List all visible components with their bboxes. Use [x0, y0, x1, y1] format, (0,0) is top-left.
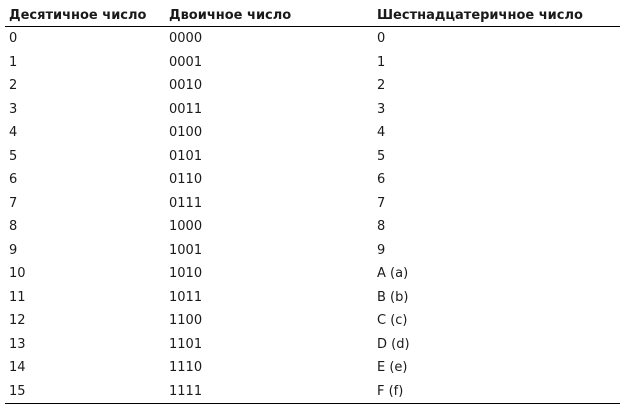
cell-decimal: 12 [9, 313, 26, 329]
cell-decimal: 15 [5, 380, 165, 404]
table-row [5, 356, 620, 380]
cell-hexadecimal: 5 [377, 148, 386, 164]
table-row [5, 51, 620, 75]
cell-decimal: 6 [9, 172, 18, 188]
cell-decimal: 0 [9, 31, 18, 47]
cell-hexadecimal: E (e) [377, 360, 408, 376]
table-row [5, 309, 620, 333]
table-row [5, 145, 620, 169]
cell-hexadecimal: 0 [377, 31, 386, 47]
cell-binary: 0001 [169, 54, 203, 70]
cell-decimal: 8 [9, 219, 18, 235]
table-body [5, 27, 620, 404]
cell-binary: 1010 [169, 266, 203, 282]
cell-hexadecimal: 6 [377, 172, 386, 188]
cell-binary: 0101 [169, 148, 203, 164]
cell-decimal: 13 [9, 336, 26, 352]
cell-binary: 1110 [169, 360, 203, 376]
cell-decimal: 5 [9, 148, 18, 164]
cell-hexadecimal: C (c) [377, 313, 408, 329]
cell-decimal: 9 [9, 242, 18, 258]
cell-decimal: 2 [9, 78, 18, 94]
cell-binary: 1101 [169, 336, 203, 352]
cell-hexadecimal: A (a) [377, 266, 409, 282]
cell-binary: 1100 [169, 313, 203, 329]
table-row [5, 98, 620, 122]
table-row [5, 192, 620, 216]
cell-binary: 1000 [169, 219, 203, 235]
header-row [5, 4, 620, 27]
table-row [5, 286, 620, 310]
cell-hexadecimal: 1 [377, 54, 386, 70]
header-binary: Двоичное число [165, 4, 373, 27]
cell-binary: 0000 [169, 31, 203, 47]
cell-decimal: 4 [9, 125, 18, 141]
table-row [5, 262, 620, 286]
cell-hexadecimal: 2 [377, 78, 386, 94]
cell-hexadecimal: D (d) [377, 336, 410, 352]
cell-binary: 0110 [169, 172, 203, 188]
table-row [5, 74, 620, 98]
header-decimal: Десятичное число [5, 4, 165, 27]
cell-binary: 0100 [169, 125, 203, 141]
cell-binary: 0011 [169, 101, 203, 117]
cell-decimal: 7 [9, 195, 18, 211]
cell-decimal: 10 [9, 266, 26, 282]
cell-binary: 1111 [165, 380, 373, 404]
cell-decimal: 3 [9, 101, 18, 117]
cell-decimal: 14 [9, 360, 26, 376]
table-row [5, 239, 620, 263]
table-row [5, 380, 620, 404]
table-header [5, 4, 620, 27]
cell-hexadecimal: 3 [377, 101, 386, 117]
cell-binary: 0010 [169, 78, 203, 94]
cell-binary: 1001 [169, 242, 203, 258]
cell-hexadecimal: B (b) [377, 289, 409, 305]
table-row [5, 27, 620, 51]
cell-hexadecimal: 8 [377, 219, 386, 235]
cell-decimal: 1 [9, 54, 18, 70]
cell-decimal: 11 [9, 289, 26, 305]
cell-hexadecimal: F (f) [373, 380, 620, 404]
cell-hexadecimal: 7 [377, 195, 386, 211]
number-conversion-table [5, 4, 620, 404]
cell-hexadecimal: 4 [377, 125, 386, 141]
table-row [5, 333, 620, 357]
table-row [5, 168, 620, 192]
table-row [5, 121, 620, 145]
cell-hexadecimal: 9 [377, 242, 386, 258]
cell-binary: 0111 [169, 195, 203, 211]
header-hexadecimal: Шестнадцатеричное число [373, 4, 620, 27]
table-row [5, 215, 620, 239]
cell-binary: 1011 [169, 289, 203, 305]
